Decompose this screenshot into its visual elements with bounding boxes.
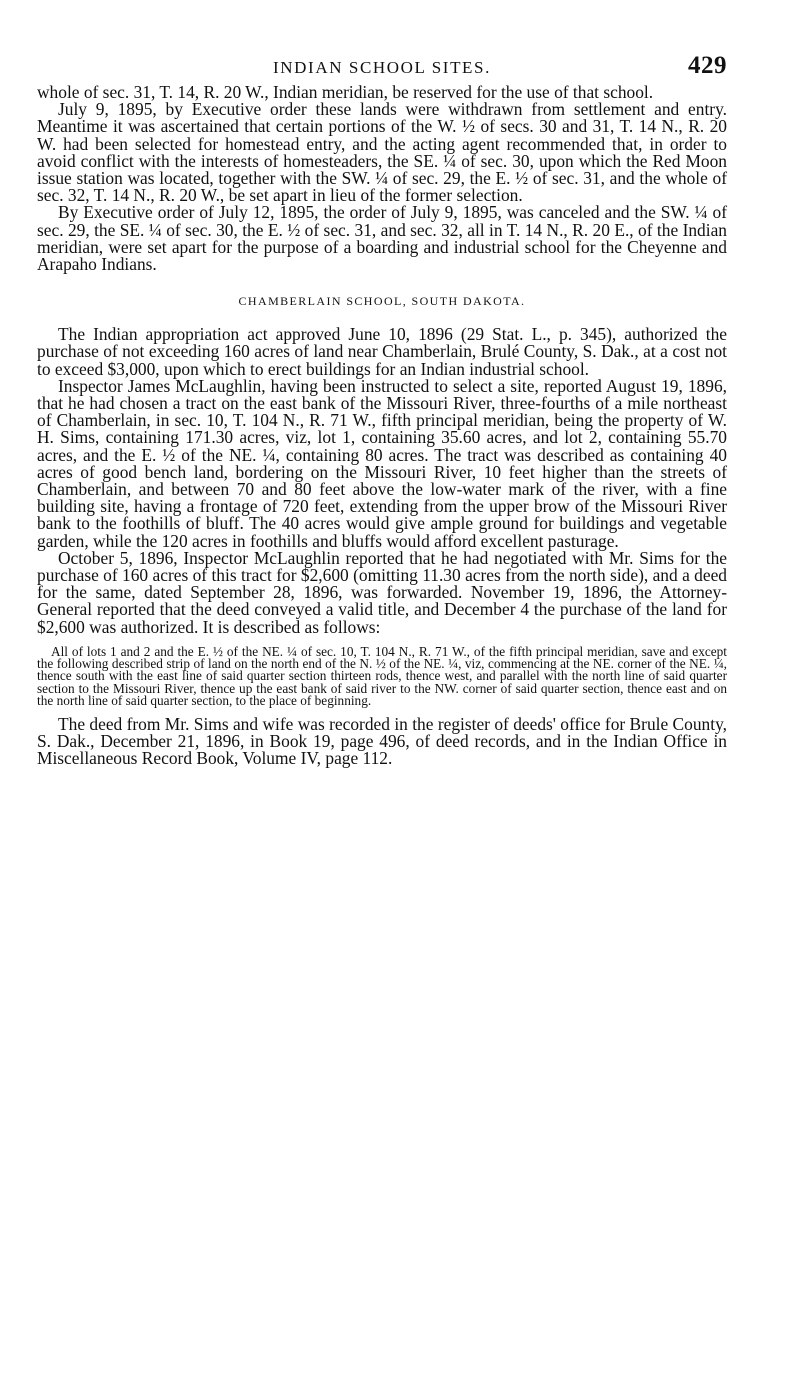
- paragraph-appropriation-act: The Indian appropriation act approved June 10, 1896 (29 Stat. L., p. 345), authorized the purchase of not exceeding 160 acres of land near Chamberlain, Brulé County, S. Dak., at a cost not to exceed $3,000, upon which to erect buildings for an Indian industrial school.: [37, 324, 727, 379]
- land-description-quote: All of lots 1 and 2 and the E. ½ of the NE. ¼ of sec. 10, T. 104 N., R. 71 W., of the fifth principal meridian, save and except the following described strip of land on the north end of the N. ½ of the NE. ¼, viz, commencing at the NE. corner of the NE. ¼, thence south with the east line of said quarter section thirteen rods, thence west, and parallel with the north line of said quarter section to the Missouri River, thence up the east bank of said river to the NW. corner of said quarter section, thence east and on the north line of said quarter section, to the place of beginning.: [37, 643, 727, 708]
- running-head: INDIAN SCHOOL SITES.: [273, 58, 491, 77]
- document-page: [37, 50, 727, 768]
- paragraph-inspector-report: Inspector James McLaughlin, having been instructed to select a site, reported August 19, 1896, that he had chosen a tract on the east bank of the Missouri River, three-fourths of a mile northeast of Chamberlain, in sec. 10, T. 104 N., R. 71 W., fifth principal meridian, being the property of W. H. Sims, containing 171.30 acres, viz, lot 1, containing 35.60 acres, and lot 2, containing 55.70 acres, and the E. ½ of the NE. ¼, containing 80 acres. The tract was described as containing 40 acres of good bench land, bordering on the Missouri River, 10 feet higher than the streets of Chamberlain, and between 70 and 80 feet above the low-water mark of the river, with a fine building site, having a frontage of 720 feet, extending from the upper brow of the Missouri River bank to the foothills of bluff. The 40 acres would give ample ground for buildings and vegetable garden, while the 120 acres in foothills and bluffs would afford excellent pasturage.: [37, 375, 727, 551]
- paragraph-deed-recorded: The deed from Mr. Sims and wife was recorded in the register of deeds' office for Brule County, S. Dak., December 21, 1896, in Book 19, page 496, of deed records, and in the Indian Office in Miscellaneous Record Book, Volume IV, page 112.: [37, 713, 727, 769]
- paragraph-july-9: July 9, 1895, by Executive order these lands were withdrawn from settlement and entry. Meantime it was ascertained that certain portions of the W. ½ of secs. 30 and 31, T. 14 N., R. 20 W. had been selected for homestead entry, and the acting agent recommended that, in order to avoid conflict with the interests of homesteaders, the SE. ¼ of sec. 30, upon which the Red Moon issue station was located, together with the SW. ¼ of sec. 29, the E. ½ of sec. 31, and the whole of sec. 32, T. 14 N., R. 20 W., be set apart in lieu of the former selection.: [37, 99, 727, 206]
- paragraph-july-12: By Executive order of July 12, 1895, the order of July 9, 1895, was canceled and the SW. ¼ of sec. 29, the SE. ¼ of sec. 30, the E. ½ of sec. 31, and sec. 32, all in T. 14 N., R. 20 E., of the Indian meridian, were set apart for the purpose of a boarding and industrial school for the Cheyenne and Arapaho Indians.: [37, 202, 727, 275]
- page-number: 429: [688, 52, 727, 79]
- paragraph-continued: whole of sec. 31, T. 14, R. 20 W., Indian meridian, be reserved for the use of that school.: [37, 82, 654, 102]
- paragraph-negotiation: October 5, 1896, Inspector McLaughlin reported that he had negotiated with Mr. Sims for the purchase of 160 acres of this tract for $2,600 (omitting 11.30 acres from the north side), and a deed for the same, dated September 28, 1896, was forwarded. November 19, 1896, the Attorney-General reported that the deed conveyed a valid title, and December 4 the purchase of the land for $2,600 was authorized. It is described as follows:: [37, 547, 727, 637]
- section-heading: CHAMBERLAIN SCHOOL, SOUTH DAKOTA.: [238, 294, 526, 309]
- page-header: [37, 50, 727, 84]
